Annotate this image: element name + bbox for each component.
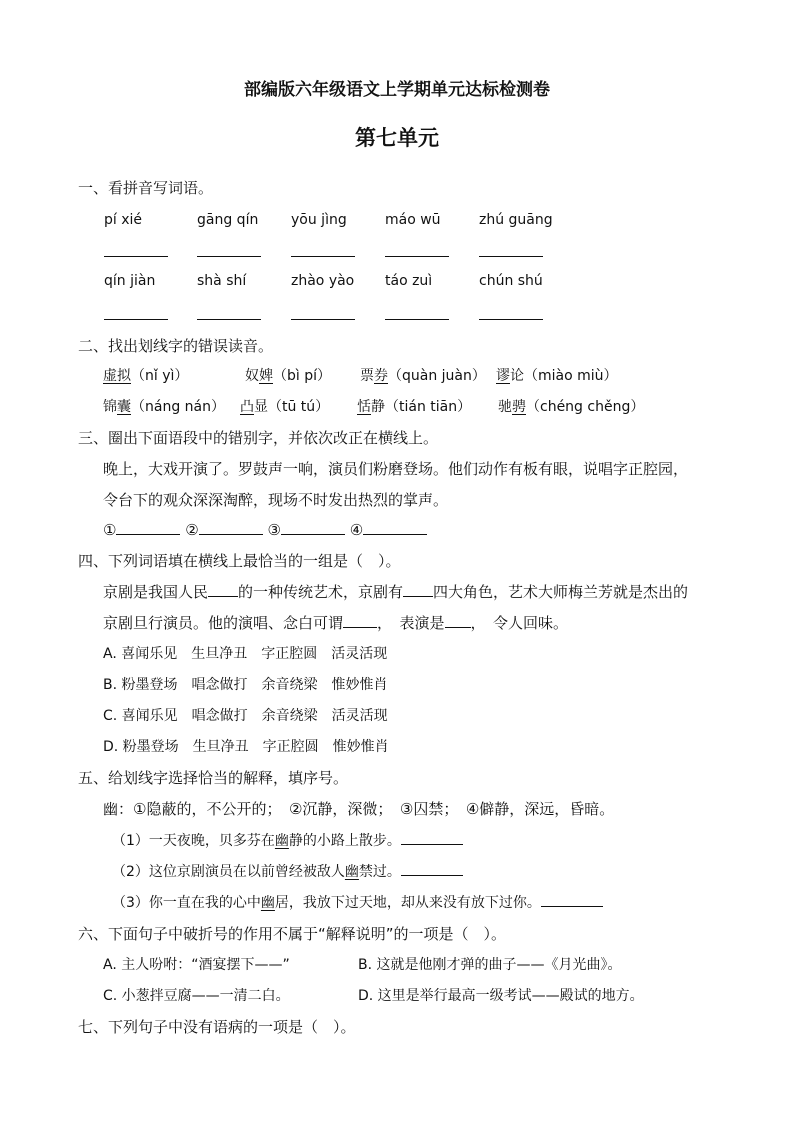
q7-heading: 七、下列句子中没有语病的一项是（ ）。 (78, 1018, 356, 1036)
answer-blank[interactable] (541, 892, 603, 907)
pinyin: pí xié (104, 212, 143, 228)
answer-blank[interactable] (479, 319, 543, 320)
pinyin: gāng qín (197, 212, 259, 228)
q4-option-b[interactable]: B. 粉墨登场 唱念做打 余音绕梁 惟妙惟肖 (103, 677, 388, 693)
exam-title: 部编版六年级语文上学期单元达标检测卷 (244, 80, 550, 100)
answer-blank[interactable] (291, 256, 355, 257)
answer-blank[interactable] (479, 256, 543, 257)
pinyin: shà shí (197, 273, 247, 289)
q5-sentence-2: （2）这位京剧演员在以前曾经被敌人幽禁过。 (112, 861, 463, 882)
pinyin: yōu jìng (291, 212, 347, 228)
pinyin: qín jiàn (104, 273, 156, 289)
answer-blank[interactable] (208, 582, 238, 597)
answer-blank[interactable] (363, 520, 427, 535)
answer-blank[interactable] (104, 319, 168, 320)
q5-sentence-3: （3）你一直在我的心中幽居，我放下过天地，却从来没有放下过你。 (112, 892, 603, 913)
q4-option-d[interactable]: D. 粉墨登场 生旦净丑 字正腔圆 惟妙惟肖 (103, 739, 389, 755)
unit-title: 第七单元 (355, 126, 439, 150)
answer-blank[interactable] (199, 520, 263, 535)
q2-item: 谬论（miào miù） (496, 368, 618, 384)
q2-item: 驰骋（chéng chěng） (498, 399, 645, 415)
q5-definitions: 幽：①隐蔽的，不公开的； ②沉静，深微； ③囚禁； ④僻静，深远，昏暗。 (103, 800, 615, 818)
q3-passage-line: 晚上，大戏开演了。罗鼓声一响，演员们粉磨登场。他们动作有板有眼，说唱字正腔园， (103, 460, 689, 478)
answer-blank[interactable] (385, 256, 449, 257)
q1-heading: 一、看拼音写词语。 (78, 179, 214, 197)
q6-heading: 六、下面句子中破折号的作用不属于“解释说明”的一项是（ ）。 (78, 925, 507, 943)
answer-blank[interactable] (403, 582, 433, 597)
answer-blank[interactable] (104, 256, 168, 257)
q2-heading: 二、找出划线字的错误读音。 (78, 337, 274, 355)
q3-passage-line: 令台下的观众深深淘醉，现场不时发出热烈的掌声。 (103, 491, 449, 509)
q2-item: 虚拟（nǐ yì） (103, 368, 189, 384)
pinyin: táo zuì (385, 273, 433, 289)
pinyin: zhào yào (291, 273, 355, 289)
q2-item: 锦囊（náng nán） (103, 399, 225, 415)
answer-blank[interactable] (281, 520, 345, 535)
answer-blank[interactable] (445, 613, 471, 628)
answer-blank[interactable] (401, 830, 463, 845)
q5-heading: 五、给划线字选择恰当的解释，填序号。 (78, 769, 349, 787)
pinyin: máo wū (385, 212, 441, 228)
q4-option-c[interactable]: C. 喜闻乐见 唱念做打 余音绕梁 活灵活现 (103, 708, 388, 724)
pinyin: zhú guāng (479, 212, 553, 228)
q4-option-a[interactable]: A. 喜闻乐见 生旦净丑 字正腔圆 活灵活现 (103, 646, 388, 662)
answer-blank[interactable] (343, 613, 377, 628)
answer-blank[interactable] (291, 319, 355, 320)
q2-item: 凸显（tū tú） (240, 399, 330, 415)
answer-blank[interactable] (401, 861, 463, 876)
answer-blank[interactable] (116, 520, 180, 535)
q4-passage-line: 京剧旦行演员。他的演唱、念白可谓 ， 表演是 ， 令人回味。 (103, 614, 569, 632)
q6-option-b[interactable]: B. 这就是他刚才弹的曲子——《月光曲》。 (358, 957, 622, 973)
q3-answer-row: ① ② ③ ④ (103, 520, 427, 540)
q6-option-a[interactable]: A. 主人吩咐：“酒宴摆下——” (103, 957, 290, 973)
q4-passage-line: 京剧是我国人民 的一种传统艺术，京剧有 四大角色，艺术大师梅兰芳就是杰出的 (103, 583, 689, 601)
q6-option-c[interactable]: C. 小葱拌豆腐——一清二白。 (103, 988, 290, 1004)
answer-blank[interactable] (197, 319, 261, 320)
q4-heading: 四、下列词语填在横线上最恰当的一组是（ ）。 (78, 552, 401, 570)
q6-option-d[interactable]: D. 这里是举行最高一级考试——殿试的地方。 (358, 988, 644, 1004)
answer-blank[interactable] (385, 319, 449, 320)
q5-sentence-1: （1）一天夜晚，贝多芬在幽静的小路上散步。 (112, 830, 463, 851)
answer-blank[interactable] (197, 256, 261, 257)
q2-item: 恬静（tián tiān） (357, 399, 472, 415)
q2-item: 奴婢（bì pí） (245, 368, 332, 384)
pinyin: chún shú (479, 273, 543, 289)
q2-item: 票券（quàn juàn） (360, 368, 486, 384)
q3-heading: 三、圈出下面语段中的错别字，并依次改正在横线上。 (78, 429, 439, 447)
